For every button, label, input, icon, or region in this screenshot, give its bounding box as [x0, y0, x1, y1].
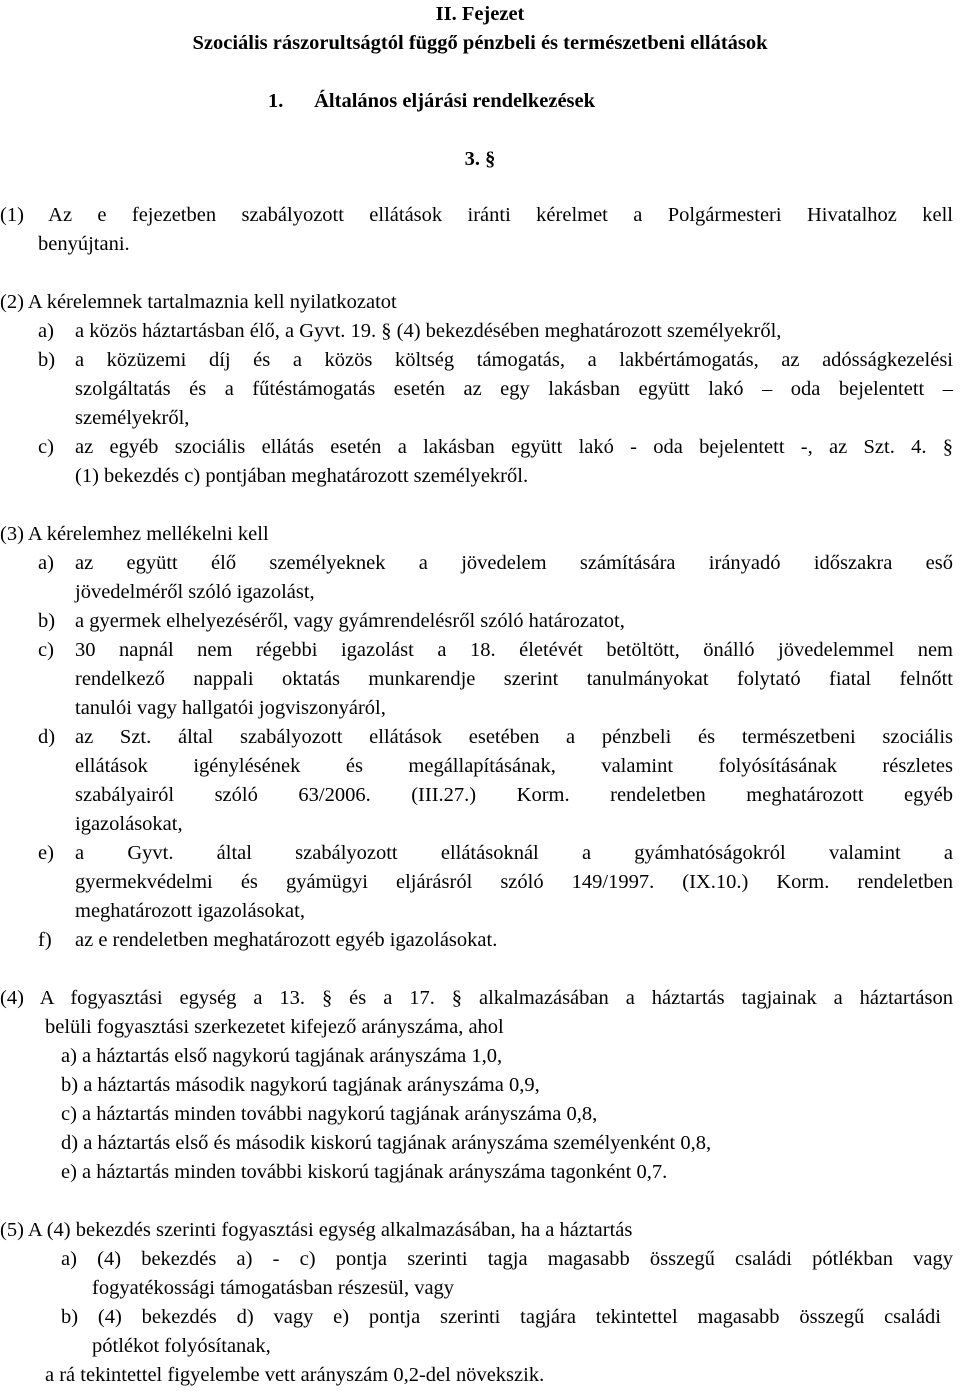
paragraph-3-a-line-2: jövedelméről szóló igazolást,: [75, 581, 315, 603]
paragraph-5-closing: a rá tekintettel figyelembe vett arányszám 0,2-del növekszik.: [45, 1364, 545, 1386]
paragraph-5-b-line-1: b) (4) bekezdés d) vagy e) pontja szerinti tagjára tekintettel magasabb összegű családi: [61, 1306, 941, 1328]
paragraph-2-c-line-1: az egyéb szociális ellátás esetén a lakásban együtt lakó - oda bejelentett -, az Szt. 4. §: [75, 436, 953, 458]
paragraph-3-b-text: a gyermek elhelyezéséről, vagy gyámrendelésről szóló határozatot,: [75, 610, 625, 632]
paragraph-4-item-c: c) a háztartás minden további nagykorú tagjának arányszáma 0,8,: [61, 1103, 598, 1125]
paragraph-3-c-line-3: tanulói vagy hallgatói jogviszonyáról,: [75, 697, 386, 719]
paragraph-5-a-line-1: a) (4) bekezdés a) - c) pontja szerinti tagja magasabb összegű családi pótlékban vagy: [61, 1248, 953, 1270]
paragraph-3-c-line-2: rendelkező nappali oktatás munkarendje szerint tanulmányokat folytató fiatal felnőtt: [75, 668, 953, 690]
paragraph-2-intro: (2) A kérelemnek tartalmaznia kell nyilatkozatot: [0, 291, 397, 313]
chapter-subtitle: Szociális rászorultságtól függő pénzbeli és természetbeni ellátások: [192, 32, 768, 54]
paragraph-2-b-label: b): [38, 349, 56, 371]
paragraph-3-d-line-3: szabályairól szóló 63/2006. (III.27.) Korm. rendeletben meghatározott egyéb: [75, 784, 953, 806]
section-heading: 1. Általános eljárási rendelkezések: [268, 90, 596, 112]
paragraph-4-item-a: a) a háztartás első nagykorú tagjának arányszáma 1,0,: [61, 1045, 503, 1067]
paragraph-3-d-label: d): [38, 726, 56, 748]
paragraph-3-d-line-4: igazolásokat,: [75, 813, 183, 835]
paragraph-3-e-line-3: meghatározott igazolásokat,: [75, 900, 305, 922]
paragraph-2-b-line-2: szolgáltatás és a fűtéstámogatás esetén az egy lakásban együtt lakó – oda bejelentett –: [75, 378, 953, 400]
paragraph-3-a-line-1: az együtt élő személyeknek a jövedelem számítására irányadó időszakra eső: [75, 552, 953, 574]
paragraph-3-d-line-2: ellátások igénylésének és megállapításának, valamint folyósításának részletes: [75, 755, 953, 777]
paragraph-4-item-b: b) a háztartás második nagykorú tagjának arányszáma 0,9,: [61, 1074, 540, 1096]
paragraph-3-e-line-2: gyermekvédelmi és gyámügyi eljárásról szóló 149/1997. (IX.10.) Korm. rendeletben: [75, 871, 953, 893]
paragraph-3-f-text: az e rendeletben meghatározott egyéb igazolásokat.: [75, 929, 498, 951]
paragraph-5-line-1: (5) A (4) bekezdés szerinti fogyasztási egység alkalmazásában, ha a háztartás: [0, 1219, 633, 1241]
paragraph-3-b-label: b): [38, 610, 56, 632]
paragraph-3-c-line-1: 30 napnál nem régebbi igazolást a 18. életévét betöltött, önálló jövedelemmel nem: [75, 639, 953, 661]
paragraph-2-b-line-3: személyekről,: [75, 407, 190, 429]
paragraph-3-e-label: e): [38, 842, 54, 864]
paragraph-3-c-label: c): [38, 639, 54, 661]
paragraph-5-a-line-2: fogyatékossági támogatásban részesül, vagy: [92, 1277, 455, 1299]
paragraph-2-a-label: a): [38, 320, 54, 342]
chapter-title: II. Fejezet: [435, 3, 525, 25]
paragraph-5-b-line-2: pótlékot folyósítanak,: [92, 1335, 271, 1357]
paragraph-1-line-1: (1) Az e fejezetben szabályozott ellátások iránti kérelmet a Polgármesteri Hivatalhoz kell: [0, 204, 953, 226]
article-number: 3. §: [464, 148, 496, 170]
paragraph-3-intro: (3) A kérelemhez mellékelni kell: [0, 523, 269, 545]
paragraph-4-item-d: d) a háztartás első és második kiskorú tagjának arányszáma személyenként 0,8,: [61, 1132, 712, 1154]
paragraph-1-line-2: benyújtani.: [38, 233, 130, 255]
paragraph-3-e-line-1: a Gyvt. által szabályozott ellátásoknál a gyámhatóságokról valamint a: [75, 842, 953, 864]
paragraph-2-a-text: a közös háztartásban élő, a Gyvt. 19. § (4) bekezdésében meghatározott személyekről,: [75, 320, 782, 342]
paragraph-4-line-2: belüli fogyasztási szerkezetet kifejező arányszáma, ahol: [45, 1016, 504, 1038]
paragraph-4-item-e: e) a háztartás minden további kiskorú tagjának arányszáma tagonként 0,7.: [61, 1161, 668, 1183]
paragraph-3-a-label: a): [38, 552, 54, 574]
paragraph-3-f-label: f): [38, 929, 52, 951]
paragraph-2-c-line-2: (1) bekezdés c) pontjában meghatározott személyekről.: [75, 465, 529, 487]
paragraph-4-line-1: (4) A fogyasztási egység a 13. § és a 17. § alkalmazásában a háztartás tagjainak a háztartáson: [0, 987, 953, 1009]
paragraph-3-d-line-1: az Szt. által szabályozott ellátások esetében a pénzbeli és természetbeni szociális: [75, 726, 953, 748]
paragraph-2-c-label: c): [38, 436, 54, 458]
paragraph-2-b-line-1: a közüzemi díj és a közös költség támogatás, a lakbértámogatás, az adósságkezelési: [75, 349, 953, 371]
